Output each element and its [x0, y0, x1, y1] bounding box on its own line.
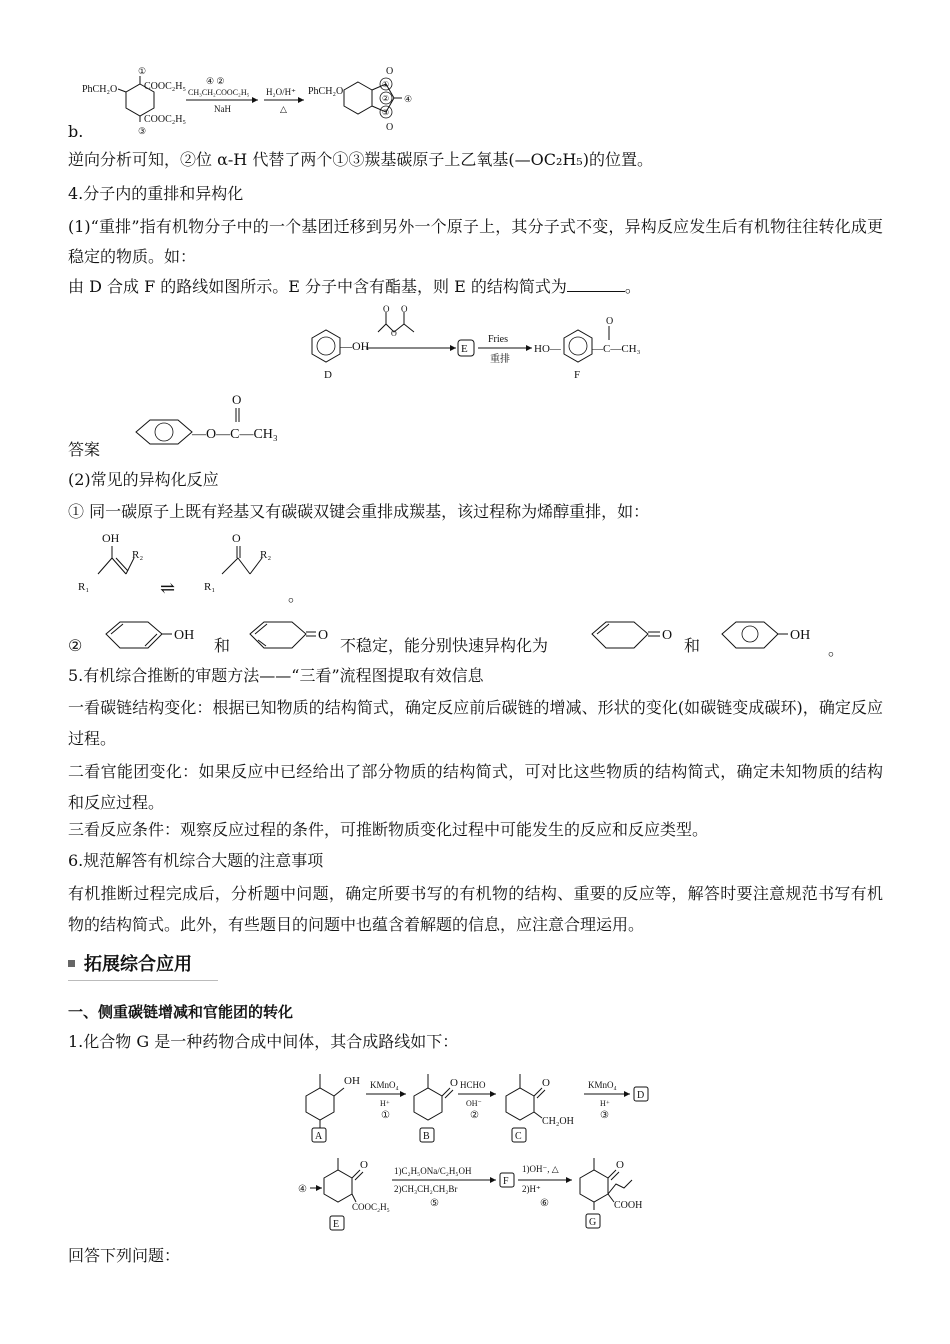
svg-text:R₁: R₁: [78, 581, 90, 593]
svg-text:CH₃CH₂COOC₂H₅: CH₃CH₂COOC₂H₅: [188, 88, 250, 97]
box-b: B: [423, 1131, 430, 1142]
svg-text:④: ④: [404, 94, 413, 104]
product-group: PhCH₂O: [308, 86, 344, 97]
section-title: 拓展综合应用: [84, 954, 192, 975]
heading-4-2: (2)常见的异构化反应: [68, 470, 219, 489]
box-d: D: [637, 1090, 645, 1101]
svg-text:O: O: [662, 628, 673, 643]
svg-text:KMnO₄: KMnO₄: [370, 1080, 399, 1090]
svg-text:④: ④: [298, 1184, 307, 1195]
svg-text:①: ①: [381, 1110, 390, 1121]
b-label: b.: [68, 122, 84, 141]
svg-text:O: O: [386, 66, 394, 77]
svg-text:COOH: COOH: [614, 1200, 643, 1211]
para-4-2: 由 D 合成 F 的路线如图所示。E 分子中含有酯基，则 E 的结构简式为 。: [68, 277, 641, 296]
reactant-group: PhCH₂O: [82, 84, 118, 95]
svg-text:NaH: NaH: [214, 104, 231, 114]
svg-text:②: ②: [382, 94, 390, 103]
para-5-2: 二看官能团变化：如果反应中已经给出了部分物质的结构简式，可对比这些物质的结构简式，确定未知物质的结构和反应过程。: [68, 762, 883, 812]
heading-5: 5.有机综合推断的审题方法——“三看”流程图提取有效信息: [68, 666, 484, 685]
svg-text:—O—C—CH₃: —O—C—CH₃: [192, 427, 278, 442]
para-5-1: 一看碳链结构变化：根据已知物质的结构简式，确定反应前后碳链的增减、形状的变化(如碳链变成碳环)，确定反应过程。: [68, 698, 883, 748]
heading-6: 6.规范解答有机综合大题的注意事项: [68, 851, 324, 870]
svg-text:OH: OH: [790, 628, 811, 643]
retro-text: 逆向分析可知，②位 α-H 代替了两个①③羰基碳原子上乙氧基(—OC₂H₅)的位置。: [68, 150, 653, 169]
svg-text:COOC₂H₅: COOC₂H₅: [352, 1202, 390, 1212]
scheme-d-f: [298, 306, 658, 384]
phenol: [710, 612, 820, 660]
svg-text:R₂: R₂: [260, 549, 272, 561]
svg-text:⑥: ⑥: [540, 1198, 549, 1209]
svg-text:⑤: ⑤: [430, 1198, 439, 1209]
svg-text:④ ②: ④ ②: [206, 76, 225, 86]
svg-text:Fries: Fries: [488, 334, 508, 345]
svg-text:R₂: R₂: [132, 549, 144, 561]
svg-text:①: ①: [138, 66, 147, 76]
svg-text:O: O: [401, 304, 408, 314]
svg-text:重排: 重排: [490, 354, 510, 365]
svg-text:KMnO₄: KMnO₄: [588, 1080, 617, 1090]
svg-text:O: O: [232, 531, 241, 545]
svg-text:O: O: [386, 122, 394, 133]
svg-text:R₁: R₁: [204, 581, 216, 593]
enol-scheme: [72, 528, 312, 602]
svg-text:1)C₂H₅ONa/C₂H₅OH: 1)C₂H₅ONa/C₂H₅OH: [394, 1166, 472, 1176]
svg-text:H⁺: H⁺: [380, 1099, 390, 1108]
label-f: F: [574, 369, 581, 381]
label-d: D: [324, 369, 332, 381]
svg-text:③: ③: [600, 1110, 609, 1121]
svg-text:HCHO: HCHO: [460, 1080, 486, 1090]
svg-text:—OH: —OH: [340, 339, 370, 353]
section-header: [68, 948, 218, 981]
svg-text:③: ③: [138, 126, 147, 136]
svg-text:OH: OH: [344, 1075, 360, 1087]
box-c: C: [515, 1131, 522, 1142]
svg-text:①: ①: [382, 80, 390, 89]
svg-text:H⁺: H⁺: [600, 1099, 610, 1108]
section-square-icon: [68, 960, 75, 967]
svg-text:O: O: [318, 628, 329, 643]
answer-prompt: 回答下列问题：: [68, 1246, 181, 1265]
svg-text:HO—: HO—: [534, 343, 561, 355]
svg-text:O: O: [383, 304, 390, 314]
svg-text:②: ②: [470, 1110, 479, 1121]
equilibrium-arrow: ⇌: [160, 578, 176, 598]
route-row2: [298, 1148, 658, 1234]
svg-text:—C—CH₃: —C—CH₃: [592, 343, 641, 355]
box-e: E: [461, 343, 468, 355]
para-6: 有机推断过程完成后，分析题中问题，确定所要书写的有机物的结构、重要的反应等，解答时要注意规范书写有机物的结构简式。此外，有些题目的问题中也蕴含着解题的信息，应注意合理运用。: [68, 884, 883, 934]
answer-structure: [128, 392, 308, 454]
heading-4: 4.分子内的重排和异构化: [68, 184, 244, 203]
dienone: [238, 612, 338, 660]
box-a: A: [315, 1131, 323, 1142]
svg-text:△: △: [280, 104, 287, 114]
sub-title: 一、侧重碳链增减和官能团的转化: [68, 1003, 294, 1021]
svg-text:O: O: [232, 392, 242, 407]
para-4-3: ① 同一碳原子上既有羟基又有碳碳双键会重排成羰基，该过程称为烯醇重排，如：: [68, 502, 650, 521]
para-5-3: 三看反应条件：观察反应过程的条件，可推断物质变化过程中可能发生的反应和反应类型。: [68, 820, 709, 839]
svg-text:1)OH⁻, △: 1)OH⁻, △: [522, 1164, 559, 1174]
svg-text:2)H⁺: 2)H⁺: [522, 1184, 541, 1194]
box-f: F: [503, 1176, 509, 1187]
svg-text:O: O: [542, 1077, 550, 1089]
svg-text:2)CH₃CH₂CH₂Br: 2)CH₃CH₂CH₂Br: [394, 1184, 458, 1194]
para-4-1: (1)“重排”指有机物分子中的一个基团迁移到另外一个原子上，其分子式不变，异构反应发生后有机物往往转化成更稳定的物质。如：: [68, 217, 883, 266]
question-1: 1.化合物 G 是一种药物合成中间体，其合成路线如下：: [68, 1032, 459, 1051]
svg-text:CH₂OH: CH₂OH: [542, 1116, 574, 1127]
svg-text:O: O: [360, 1159, 368, 1171]
svg-text:OH⁻: OH⁻: [466, 1099, 482, 1108]
svg-text:H₂O/H⁺: H₂O/H⁺: [266, 87, 296, 97]
svg-text:OH: OH: [174, 628, 195, 643]
dienol: [94, 612, 204, 660]
box-g: G: [589, 1217, 597, 1228]
answer-label: 答案: [68, 440, 101, 459]
svg-text:O: O: [616, 1159, 624, 1171]
box-e2: E: [333, 1219, 340, 1230]
answer-blank: [567, 277, 625, 292]
svg-text:COOC₂H₅: COOC₂H₅: [144, 81, 186, 92]
route-row1: [298, 1062, 658, 1144]
ester-bottom: COOC₂H₅: [144, 114, 186, 125]
svg-text:OH: OH: [102, 531, 120, 545]
svg-text:O: O: [606, 316, 614, 327]
svg-text:O: O: [450, 1077, 458, 1089]
svg-text:O: O: [391, 329, 397, 338]
svg-text:③: ③: [382, 108, 390, 117]
cyclohexenone: [580, 612, 680, 660]
